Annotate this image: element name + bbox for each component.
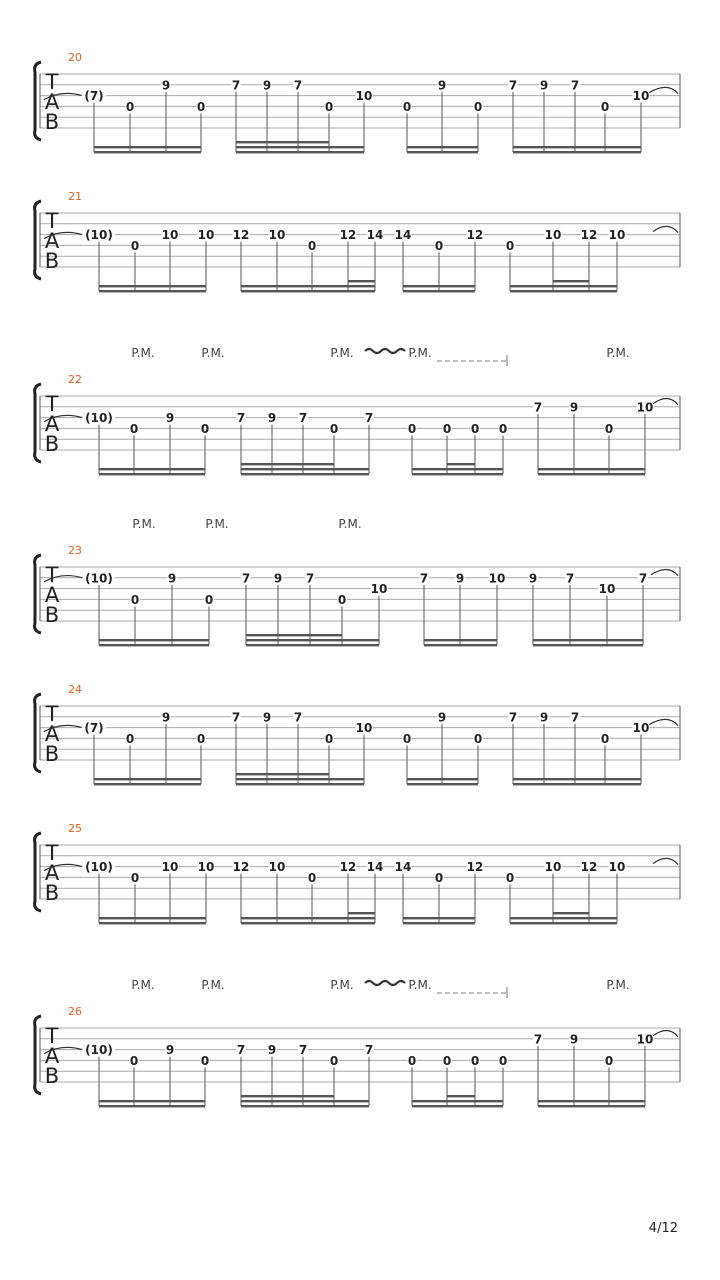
fret-number: 0 xyxy=(125,731,135,746)
beam xyxy=(533,639,643,641)
fret-number: 0 xyxy=(324,99,334,114)
tab-clef-letter: A xyxy=(44,583,60,607)
tie-arc xyxy=(653,858,678,864)
tab-system xyxy=(35,517,680,646)
palm-mute-label: P.M. xyxy=(205,517,229,531)
fret-number: 0 xyxy=(204,592,214,607)
fret-number: 10 xyxy=(544,228,562,243)
fret-number: 7 xyxy=(565,571,575,586)
palm-mute-label: P.M. xyxy=(408,346,432,360)
beam xyxy=(99,917,206,919)
fret-number: 0 xyxy=(402,731,412,746)
beam xyxy=(241,285,375,287)
fret-number: 9 xyxy=(262,78,272,93)
fret-number: (10) xyxy=(85,860,113,875)
fret-number: 10 xyxy=(355,721,373,736)
beam xyxy=(236,783,364,785)
beam xyxy=(236,141,329,143)
fret-number: 7 xyxy=(570,710,580,725)
tie-arc xyxy=(653,226,678,232)
measure-number: 22 xyxy=(68,373,82,386)
beam xyxy=(236,151,364,153)
measure-number: 25 xyxy=(68,822,82,835)
palm-mute-label: P.M. xyxy=(131,978,155,992)
beam xyxy=(241,1095,334,1097)
fret-number: 10 xyxy=(161,228,179,243)
fret-number: 10 xyxy=(197,860,215,875)
fret-number: 7 xyxy=(298,411,308,426)
tab-clef-letter: T xyxy=(45,563,59,587)
beam xyxy=(241,922,375,924)
fret-number: 9 xyxy=(539,710,549,725)
beam xyxy=(99,468,205,470)
fret-number: 10 xyxy=(598,582,616,597)
beam xyxy=(94,151,201,153)
fret-number: 9 xyxy=(161,78,171,93)
beam xyxy=(403,917,475,919)
fret-number: 0 xyxy=(442,421,452,436)
fret-number: 0 xyxy=(470,421,480,436)
beam xyxy=(412,473,503,475)
fret-number: 9 xyxy=(569,400,579,415)
palm-mute-label: P.M. xyxy=(131,346,155,360)
fret-number: 12 xyxy=(339,860,357,875)
measure-number: 21 xyxy=(68,190,82,203)
beam xyxy=(510,285,617,287)
beam xyxy=(241,1100,369,1102)
fret-number: 12 xyxy=(580,228,598,243)
tab-clef-letter: T xyxy=(45,702,59,726)
palm-mute-label: P.M. xyxy=(201,978,225,992)
beam xyxy=(513,146,641,148)
tab-clef-letter: A xyxy=(44,722,60,746)
fret-number: 0 xyxy=(200,421,210,436)
palm-mute-label: P.M. xyxy=(408,978,432,992)
fret-number: 14 xyxy=(394,228,412,243)
fret-number: 0 xyxy=(505,870,515,885)
beam xyxy=(513,778,641,780)
fret-number: 10 xyxy=(355,89,373,104)
beam xyxy=(94,146,201,148)
tab-clef-letter: A xyxy=(44,1044,60,1068)
fret-number: 7 xyxy=(570,78,580,93)
fret-number: 12 xyxy=(580,860,598,875)
fret-number: 7 xyxy=(419,571,429,586)
fret-number: 9 xyxy=(539,78,549,93)
fret-number: 10 xyxy=(488,571,506,586)
fret-number: 0 xyxy=(129,421,139,436)
fret-number: 0 xyxy=(324,731,334,746)
tab-clef-letter: B xyxy=(44,432,60,456)
fret-number: 7 xyxy=(293,78,303,93)
beam xyxy=(553,280,589,282)
fret-number: 0 xyxy=(402,99,412,114)
fret-number: 7 xyxy=(231,710,241,725)
fret-number: 10 xyxy=(636,400,654,415)
beam xyxy=(241,463,334,465)
tab-system xyxy=(35,683,680,785)
fret-number: 7 xyxy=(305,571,315,586)
beam xyxy=(403,285,475,287)
fret-number: 14 xyxy=(394,860,412,875)
tab-system xyxy=(35,51,680,153)
fret-number: 0 xyxy=(473,731,483,746)
fret-number: 9 xyxy=(569,1032,579,1047)
tab-clef-letter: A xyxy=(44,90,60,114)
tab-system xyxy=(35,190,680,292)
fret-number: 10 xyxy=(632,89,650,104)
tab-clef-letter: T xyxy=(45,1024,59,1048)
beam xyxy=(407,151,478,153)
beam xyxy=(538,473,645,475)
fret-number: 9 xyxy=(528,571,538,586)
beam xyxy=(513,151,641,153)
beam xyxy=(510,922,617,924)
beam xyxy=(533,644,643,646)
beam xyxy=(246,644,379,646)
measure-number: 20 xyxy=(68,51,82,64)
fret-number: 0 xyxy=(200,1053,210,1068)
beam xyxy=(447,463,475,465)
fret-number: 0 xyxy=(130,870,140,885)
beam xyxy=(94,783,201,785)
fret-number: 0 xyxy=(307,870,317,885)
tie-arc xyxy=(649,87,678,93)
fret-number: 0 xyxy=(329,1053,339,1068)
palm-mute-label: P.M. xyxy=(330,978,354,992)
fret-number: 0 xyxy=(130,592,140,607)
fret-number: 7 xyxy=(508,78,518,93)
fret-number: 9 xyxy=(262,710,272,725)
beam xyxy=(538,468,645,470)
fret-number: (10) xyxy=(85,571,113,586)
fret-number: 0 xyxy=(600,99,610,114)
tab-clef-letter: A xyxy=(44,861,60,885)
fret-number: 10 xyxy=(370,582,388,597)
beam xyxy=(241,917,375,919)
fret-number: 9 xyxy=(273,571,283,586)
fret-number: 12 xyxy=(232,228,250,243)
fret-number: 9 xyxy=(455,571,465,586)
palm-mute-label: P.M. xyxy=(606,346,630,360)
fret-number: (10) xyxy=(85,1043,113,1058)
beam xyxy=(241,1105,369,1107)
beam xyxy=(99,290,206,292)
fret-number: 0 xyxy=(604,421,614,436)
fret-number: 0 xyxy=(130,238,140,253)
beam xyxy=(403,922,475,924)
tab-clef-letter: T xyxy=(45,392,59,416)
fret-number: 10 xyxy=(636,1032,654,1047)
fret-number: 9 xyxy=(161,710,171,725)
beam xyxy=(538,1105,645,1107)
fret-number: 9 xyxy=(267,1043,277,1058)
fret-number: 7 xyxy=(241,571,251,586)
fret-number: 12 xyxy=(466,228,484,243)
beam xyxy=(412,1100,503,1102)
beam xyxy=(99,285,206,287)
beam xyxy=(99,644,209,646)
beam xyxy=(424,639,497,641)
beam xyxy=(510,290,617,292)
fret-number: 0 xyxy=(196,99,206,114)
beam xyxy=(236,778,364,780)
fret-number: 0 xyxy=(407,421,417,436)
fret-number: (7) xyxy=(84,721,104,736)
fret-number: 7 xyxy=(508,710,518,725)
tab-clef-letter: B xyxy=(44,1064,60,1088)
fret-number: 0 xyxy=(434,238,444,253)
fret-number: 14 xyxy=(366,228,384,243)
fret-number: 9 xyxy=(437,78,447,93)
fret-number: 9 xyxy=(165,411,175,426)
beam xyxy=(424,644,497,646)
fret-number: 14 xyxy=(366,860,384,875)
beam xyxy=(553,912,589,914)
tie-arc xyxy=(651,570,678,576)
palm-mute-label: P.M. xyxy=(201,346,225,360)
fret-number: 7 xyxy=(236,411,246,426)
fret-number: 0 xyxy=(470,1053,480,1068)
tab-clef-letter: A xyxy=(44,229,60,253)
fret-number: 0 xyxy=(129,1053,139,1068)
palm-mute-label: P.M. xyxy=(338,517,362,531)
fret-number: 7 xyxy=(364,1043,374,1058)
tab-clef-letter: B xyxy=(44,742,60,766)
fret-number: 9 xyxy=(267,411,277,426)
fret-number: (7) xyxy=(84,89,104,104)
beam xyxy=(510,917,617,919)
tie-arc xyxy=(649,719,678,725)
page-number: 4/12 xyxy=(648,1221,678,1236)
tab-clef-letter: T xyxy=(45,841,59,865)
beam xyxy=(447,1095,475,1097)
tab-clef-letter: T xyxy=(45,70,59,94)
tab-system xyxy=(35,978,680,1107)
tab-system xyxy=(35,822,680,924)
beam xyxy=(246,639,379,641)
fret-number: 10 xyxy=(632,721,650,736)
fret-number: (10) xyxy=(85,228,113,243)
fret-number: 0 xyxy=(505,238,515,253)
fret-number: 7 xyxy=(231,78,241,93)
beam xyxy=(348,280,375,282)
vibrato-icon xyxy=(365,349,405,353)
tab-clef-letter: B xyxy=(44,603,60,627)
fret-number: 0 xyxy=(337,592,347,607)
palm-mute-label: P.M. xyxy=(606,978,630,992)
measure-number: 23 xyxy=(68,544,82,557)
beam xyxy=(99,639,209,641)
vibrato-icon xyxy=(365,981,405,985)
fret-number: 12 xyxy=(466,860,484,875)
palm-mute-label: P.M. xyxy=(132,517,156,531)
measure-number: 24 xyxy=(68,683,82,696)
beam xyxy=(99,1100,205,1102)
tie-arc xyxy=(653,399,678,405)
beam xyxy=(236,146,364,148)
beam xyxy=(241,473,369,475)
beam xyxy=(407,778,478,780)
beam xyxy=(241,290,375,292)
fret-number: 0 xyxy=(434,870,444,885)
fret-number: 7 xyxy=(293,710,303,725)
fret-number: 10 xyxy=(197,228,215,243)
fret-number: 7 xyxy=(638,571,648,586)
beam xyxy=(99,1105,205,1107)
fret-number: 9 xyxy=(165,1043,175,1058)
fret-number: 0 xyxy=(498,421,508,436)
fret-number: 0 xyxy=(473,99,483,114)
beam xyxy=(241,468,369,470)
tie-arc xyxy=(653,1031,678,1037)
beam xyxy=(403,290,475,292)
beam xyxy=(348,912,375,914)
tab-clef-letter: T xyxy=(45,209,59,233)
fret-number: 0 xyxy=(407,1053,417,1068)
fret-number: 9 xyxy=(167,571,177,586)
fret-number: 12 xyxy=(339,228,357,243)
beam xyxy=(246,634,342,636)
beam xyxy=(538,1100,645,1102)
beam xyxy=(236,773,329,775)
fret-number: 0 xyxy=(196,731,206,746)
beam xyxy=(412,468,503,470)
fret-number: 12 xyxy=(232,860,250,875)
fret-number: 0 xyxy=(498,1053,508,1068)
fret-number: (10) xyxy=(85,411,113,426)
beam xyxy=(407,783,478,785)
fret-number: 10 xyxy=(608,860,626,875)
fret-number: 0 xyxy=(604,1053,614,1068)
beam xyxy=(407,146,478,148)
fret-number: 0 xyxy=(442,1053,452,1068)
tab-clef-letter: B xyxy=(44,249,60,273)
fret-number: 0 xyxy=(125,99,135,114)
beam xyxy=(99,473,205,475)
beam xyxy=(412,1105,503,1107)
fret-number: 7 xyxy=(364,411,374,426)
tab-clef-letter: A xyxy=(44,412,60,436)
fret-number: 10 xyxy=(608,228,626,243)
beam xyxy=(94,778,201,780)
fret-number: 10 xyxy=(268,860,286,875)
fret-number: 7 xyxy=(533,1032,543,1047)
palm-mute-label: P.M. xyxy=(330,346,354,360)
fret-number: 7 xyxy=(236,1043,246,1058)
beam xyxy=(513,783,641,785)
fret-number: 9 xyxy=(437,710,447,725)
measure-number: 26 xyxy=(68,1005,82,1018)
fret-number: 10 xyxy=(161,860,179,875)
fret-number: 7 xyxy=(533,400,543,415)
tab-clef-letter: B xyxy=(44,881,60,905)
fret-number: 0 xyxy=(329,421,339,436)
tab-system xyxy=(35,346,680,475)
fret-number: 0 xyxy=(307,238,317,253)
tab-clef-letter: B xyxy=(44,110,60,134)
beam xyxy=(99,922,206,924)
fret-number: 10 xyxy=(268,228,286,243)
fret-number: 7 xyxy=(298,1043,308,1058)
fret-number: 10 xyxy=(544,860,562,875)
fret-number: 0 xyxy=(600,731,610,746)
